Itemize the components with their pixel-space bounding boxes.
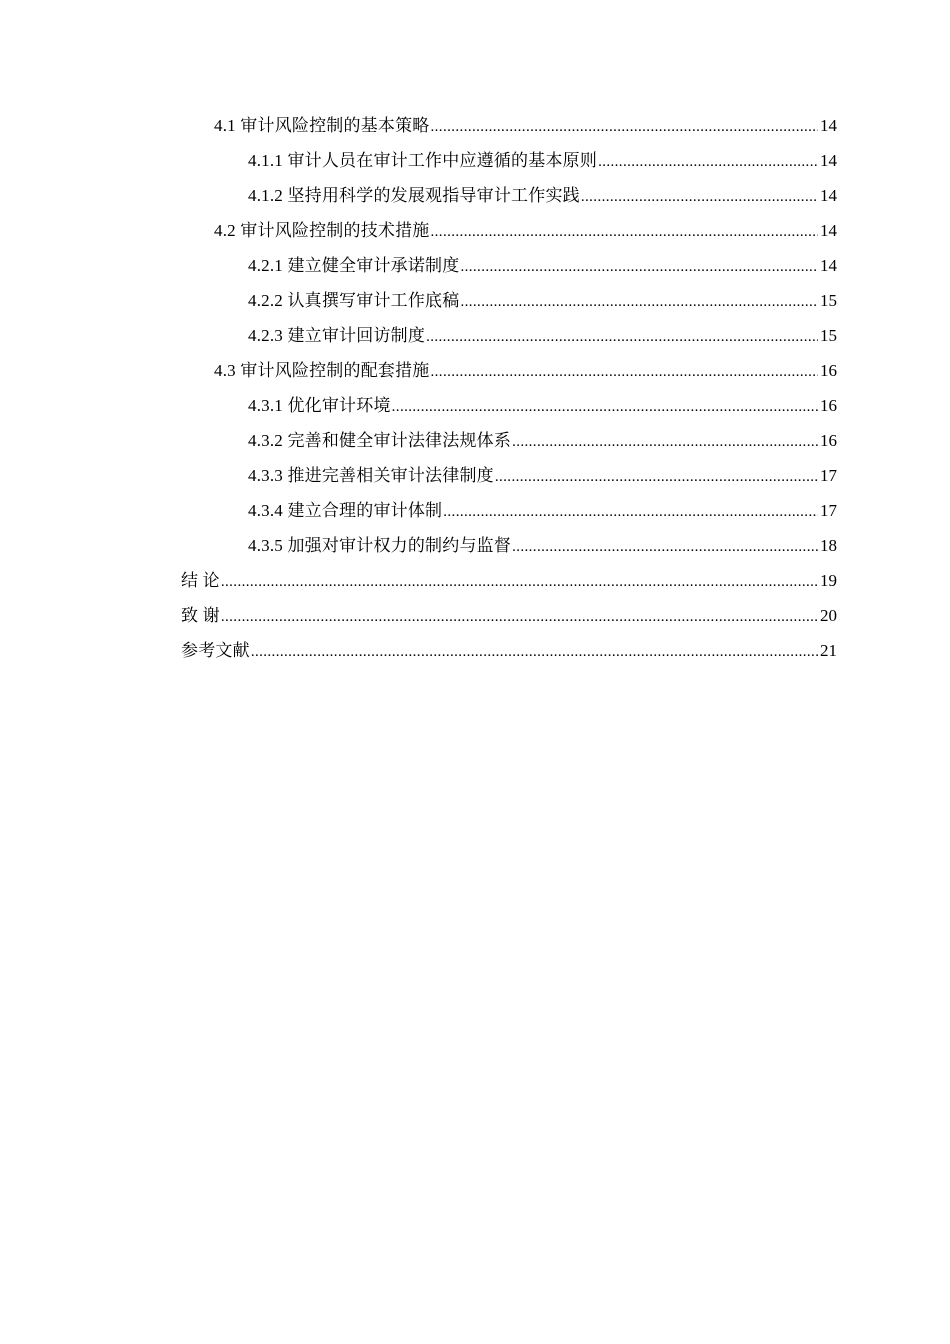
toc-entry-page: 14 <box>820 256 837 275</box>
toc-entry-title: 参考文献 <box>181 641 250 660</box>
toc-entry-page: 16 <box>820 396 837 415</box>
toc-entry-title: 4.3.3 推进完善相关审计法律制度 <box>248 466 494 485</box>
toc-dot-leader <box>512 427 818 456</box>
toc-entry-title: 4.2.3 建立审计回访制度 <box>248 326 426 345</box>
toc-entry-4-3-1[interactable] <box>248 392 837 420</box>
toc-entry-title: 4.3.4 建立合理的审计体制 <box>248 501 443 520</box>
toc-entry-acknowledgements[interactable] <box>181 602 837 630</box>
toc-entry-page: 20 <box>820 606 837 625</box>
toc-entry-references[interactable] <box>181 637 837 665</box>
toc-entry-title: 4.1.1 审计人员在审计工作中应遵循的基本原则 <box>248 151 598 170</box>
toc-entry-page: 14 <box>820 186 837 205</box>
toc-entry-page: 18 <box>820 536 837 555</box>
toc-entry-4-3[interactable] <box>214 357 837 385</box>
toc-dot-leader <box>431 357 819 386</box>
toc-entry-4-1-1[interactable] <box>248 147 837 175</box>
toc-entry-page: 17 <box>820 501 837 520</box>
toc-entry-page: 17 <box>820 466 837 485</box>
toc-entry-4-2-1[interactable] <box>248 252 837 280</box>
toc-entry-title: 4.3.5 加强对审计权力的制约与监督 <box>248 536 512 555</box>
toc-entry-page: 14 <box>820 151 837 170</box>
toc-dot-leader <box>512 532 818 561</box>
toc-entry-title: 4.3.1 优化审计环境 <box>248 396 391 415</box>
toc-dot-leader <box>460 287 818 316</box>
toc-entry-page: 14 <box>820 221 837 240</box>
toc-entry-title: 4.3.2 完善和健全审计法律法规体系 <box>248 431 512 450</box>
toc-dot-leader <box>221 602 818 631</box>
toc-entry-4-2-3[interactable] <box>248 322 837 350</box>
toc-dot-leader <box>426 322 818 351</box>
toc-entry-4-2-2[interactable] <box>248 287 837 315</box>
toc-dot-leader <box>443 497 818 526</box>
toc-entry-title: 4.2.1 建立健全审计承诺制度 <box>248 256 460 275</box>
toc-entry-conclusion[interactable] <box>181 567 837 595</box>
toc-entry-4-3-2[interactable] <box>248 427 837 455</box>
toc-dot-leader <box>460 252 818 281</box>
toc-entry-4-2[interactable] <box>214 217 837 245</box>
toc-dot-leader <box>392 392 818 421</box>
toc-entry-4-3-4[interactable] <box>248 497 837 525</box>
toc-entry-title: 4.2 审计风险控制的技术措施 <box>214 221 430 240</box>
toc-entry-4-1[interactable] <box>214 112 837 140</box>
toc-entry-4-1-2[interactable] <box>248 182 837 210</box>
toc-entry-page: 15 <box>820 326 837 345</box>
toc-dot-leader <box>431 217 819 246</box>
toc-entry-4-3-5[interactable] <box>248 532 837 560</box>
toc-dot-leader <box>495 462 818 491</box>
toc-entry-page: 14 <box>820 116 837 135</box>
toc-entry-page: 16 <box>820 361 837 380</box>
toc-dot-leader <box>251 637 818 666</box>
toc-entry-page: 15 <box>820 291 837 310</box>
toc-entry-title: 4.1.2 坚持用科学的发展观指导审计工作实践 <box>248 186 580 205</box>
toc-entry-title: 结 论 <box>181 571 220 590</box>
toc-entry-page: 21 <box>820 641 837 660</box>
toc-entry-page: 19 <box>820 571 837 590</box>
toc-dot-leader <box>598 147 818 176</box>
toc-entry-title: 4.3 审计风险控制的配套措施 <box>214 361 430 380</box>
toc-entry-4-3-3[interactable] <box>248 462 837 490</box>
toc-entry-title: 致 谢 <box>181 606 220 625</box>
toc-dot-leader <box>431 112 819 141</box>
toc-entry-page: 16 <box>820 431 837 450</box>
toc-entry-title: 4.1 审计风险控制的基本策略 <box>214 116 430 135</box>
toc-entry-title: 4.2.2 认真撰写审计工作底稿 <box>248 291 460 310</box>
toc-dot-leader <box>581 182 818 211</box>
toc-dot-leader <box>221 567 818 596</box>
